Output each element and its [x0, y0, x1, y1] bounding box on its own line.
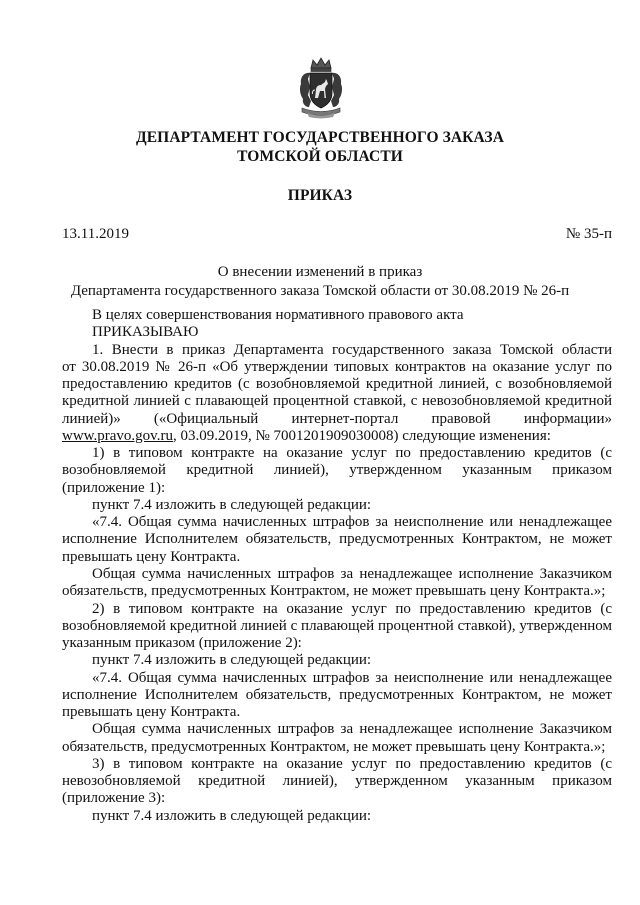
text-line: возобновляемой кредитной линией), утвержденном указанным приказом: [62, 462, 612, 479]
text-line: «7.4. Общая сумма начисленных штрафов за неисполнение или ненадлежащее: [92, 514, 612, 531]
paragraph: [62, 342, 612, 446]
document-type-title: ПРИКАЗ: [287, 187, 353, 204]
text-line: пункт 7.4 изложить в следующей редакции:: [92, 496, 372, 513]
text-line: линией)» («Официальный интернет-портал правовой информации»: [62, 410, 612, 427]
paragraph: [62, 601, 612, 653]
text-line: возобновляемой кредитной линией с плавающей процентной ставкой), утвержденном: [62, 617, 612, 634]
text-line: Общая сумма начисленных штрафов за ненадлежащее исполнение Заказчиком: [92, 565, 612, 582]
text-line: «7.4. Общая сумма начисленных штрафов за неисполнение или ненадлежащее: [92, 669, 612, 686]
text-line: (приложение 3):: [62, 790, 166, 807]
text-line: кредитной линией с плавающей процентной ставкой, с невозобновляемой кредитной: [62, 393, 612, 410]
text-line: пункт 7.4 изложить в следующей редакции:: [92, 807, 372, 824]
paragraph: [62, 756, 612, 808]
document-body: [62, 307, 612, 825]
text-line: превышать цену Контракта.: [62, 548, 241, 565]
text-line: от 30.08.2019 № 26-п «Об утверждении типовых контрактов на оказание услуг по: [62, 358, 612, 375]
coat-of-arms-emblem: [296, 57, 346, 120]
text-line: В целях совершенствования нормативного правового акта: [92, 307, 464, 323]
text-line: исполнение Исполнителем обязательств, предусмотренных Контрактом, не может: [62, 686, 612, 703]
text-line: предоставлению кредитов (с возобновляемой кредитной линией, с возобновляемой: [62, 376, 612, 393]
text-line: невозобновляемой кредитной линией), утвержденном указанным приказом: [62, 773, 612, 790]
text-line: исполнение Исполнителем обязательств, предусмотренных Контрактом, не может: [62, 531, 612, 548]
text-line: превышать цену Контракта.: [62, 704, 241, 721]
paragraph: [62, 497, 612, 514]
paragraph: [62, 652, 612, 669]
text-line: пункт 7.4 изложить в следующей редакции:: [92, 652, 372, 669]
paragraph: [62, 307, 612, 324]
pravo-gov-link[interactable]: www.pravo.gov.ru: [62, 427, 173, 444]
coat-of-arms-icon: [296, 57, 346, 120]
paragraph: [62, 514, 612, 566]
text-line: 1) в типовом контракте на оказание услуг по предоставлению кредитов (с: [92, 445, 612, 462]
document-number: № 35-п: [565, 226, 612, 242]
organization-name-line1: ДЕПАРТАМЕНТ ГОСУДАРСТВЕННОГО ЗАКАЗА: [135, 129, 505, 146]
document-date: 13.11.2019: [62, 226, 129, 242]
paragraph: [62, 566, 612, 601]
paragraph: [62, 324, 612, 341]
text-line: обязательств, предусмотренных Контрактом, не может превышать цену Контракта.»;: [62, 583, 606, 600]
subject-line1: О внесении изменений в приказ: [217, 264, 423, 280]
paragraph: [62, 721, 612, 756]
text-line-rest: , 03.09.2019, № 7001201909030008) следующие изменения:: [172, 427, 551, 444]
paragraph: [62, 808, 612, 825]
text-line: указанным приказом (приложение 2):: [62, 635, 302, 652]
text-line: [62, 428, 612, 445]
organization-name-line2: ТОМСКОЙ ОБЛАСТИ: [237, 148, 403, 165]
text-line: (приложение 1):: [62, 479, 166, 496]
text-line: 2) в типовом контракте на оказание услуг по предоставлению кредитов (с: [92, 600, 612, 617]
text-line: ПРИКАЗЫВАЮ: [92, 324, 199, 341]
text-line: Общая сумма начисленных штрафов за ненадлежащее исполнение Заказчиком: [92, 721, 612, 738]
paragraph: [62, 670, 612, 722]
text-line: обязательств, предусмотренных Контрактом, не может превышать цену Контракта.»;: [62, 738, 606, 755]
paragraph: [62, 445, 612, 497]
text-line: 1. Внести в приказ Департамента государственного заказа Томской области: [92, 341, 612, 358]
text-line: 3) в типовом контракте на оказание услуг по предоставлению кредитов (с: [92, 755, 612, 772]
subject-line2: Департамента государственного заказа Томской области от 30.08.2019 № 26-п: [70, 283, 570, 299]
